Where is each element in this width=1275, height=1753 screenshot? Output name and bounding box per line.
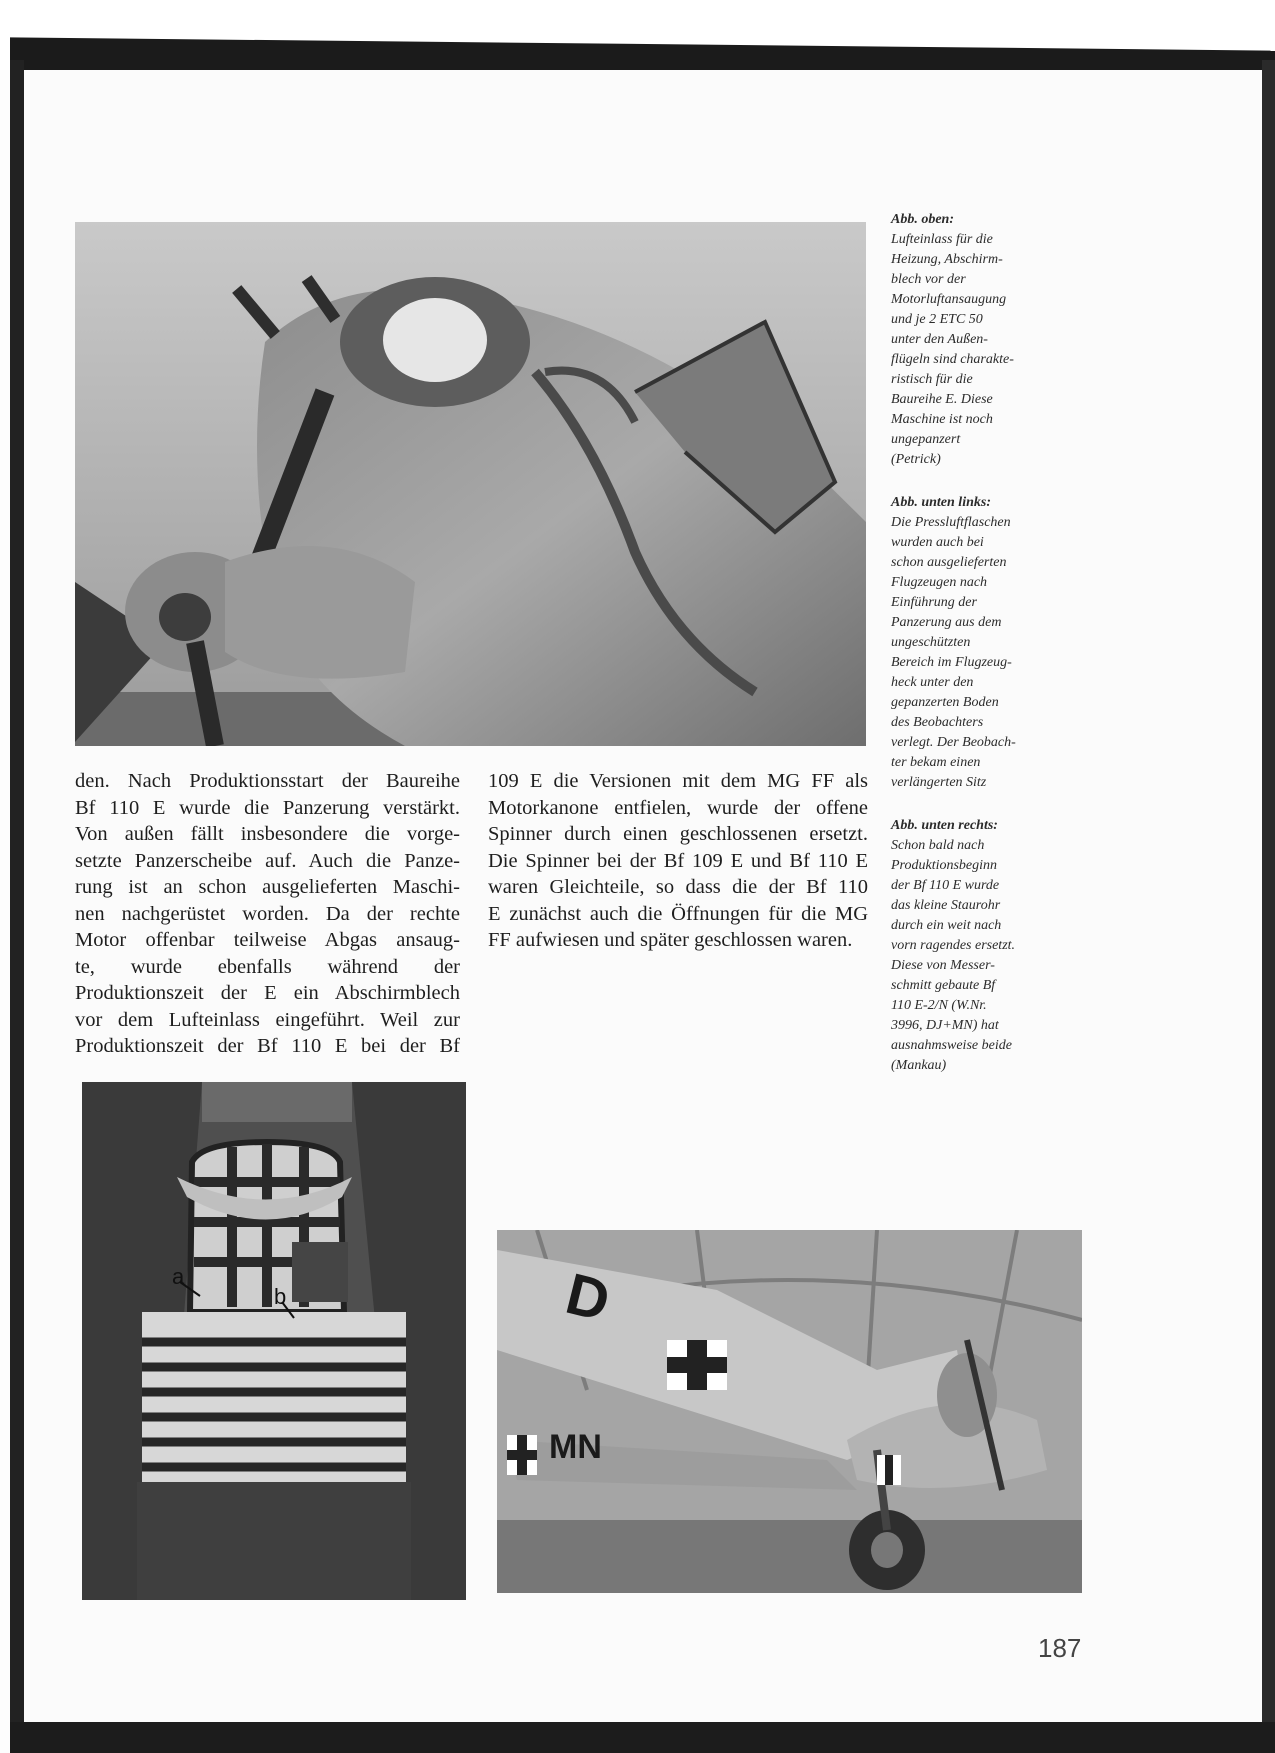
text-line: waren Gleichteile, so dass die der Bf 110 (488, 876, 868, 898)
caption-top (891, 210, 1071, 470)
text-line: rung ist an schon ausgelieferten Maschi- (75, 876, 460, 898)
text-line: Von außen fällt insbesondere die vorge- (75, 823, 460, 845)
scan-right-edge (1262, 60, 1275, 1753)
text-line: Motorkanone entfielen, wurde der offene (488, 796, 868, 819)
text-line: Die Spinner bei der Bf 109 E und Bf 110 E (488, 849, 868, 872)
scan-left-edge (10, 60, 24, 1753)
text-line: Bf 110 E wurde die Panzerung verstärkt. (75, 796, 460, 819)
text-line: te, wurde ebenfalls während der (75, 955, 460, 978)
caption-bottom-right (891, 816, 1071, 1076)
photo-observer-seat (82, 1082, 466, 1600)
caption-heading: Abb. oben: (891, 212, 954, 227)
text-column-left (75, 768, 460, 1060)
caption-heading: Abb. unten rechts: (891, 818, 998, 833)
text-line: setzte Panzerscheibe auf. Auch die Panze- (75, 849, 460, 872)
text-line: vor dem Lufteinlass eingeführt. Weil zur (75, 1008, 460, 1031)
caption-text: Schon bald nach Produktionsbeginn der Bf 110 E wurde das kleine Staurohr durch ein weit nach vorn ragendes ersetzt. Diese von Messer- schmitt gebaute Bf 110 E-2/N (W.Nr. 3996, DJ+MN) hat ausnahmsweise beide (Mankau) (891, 838, 1016, 1073)
photo-aircraft-hangar (497, 1230, 1082, 1593)
figure-label-a: a (172, 1264, 185, 1289)
text-line: Produktionszeit der Bf 110 E bei der Bf (75, 1035, 460, 1057)
text-line: Produktionszeit der E ein Abschirmblech (75, 982, 460, 1004)
text-column-right (488, 768, 868, 954)
caption-text: Die Pressluftflaschen wurden auch bei schon ausgelieferten Flugzeugen nach Einführung der Panzerung aus dem ungeschützten Bereich im Flugzeug- heck unter den gepanzerten Boden des Beobachters verlegt. Der Beobach- ter bekam einen verlängerten Sitz (891, 515, 1016, 790)
caption-text: Lufteinlass für die Heizung, Abschirm- blech vor der Motorluftansaugung und je 2 ETC 50 unter den Außen- flügeln sind charakte- ristisch für die Baureihe E. Diese Maschine ist noch ungepanzert (Petrick) (891, 232, 1014, 467)
caption-heading: Abb. unten links: (891, 495, 991, 510)
aircraft-code-letter: D (559, 1260, 617, 1335)
text-line: FF aufwiesen und später geschlossen waren. (488, 929, 853, 951)
aircraft-fuselage-code: MN (549, 1428, 602, 1466)
page-number: 187 (1038, 1633, 1082, 1663)
figure-label-b: b (274, 1284, 287, 1309)
text-line: nen nachgerüstet worden. Da der rechte (75, 902, 460, 925)
text-line: den. Nach Produktionsstart der Baureihe (75, 770, 460, 792)
scan-bottom-edge (10, 1722, 1275, 1753)
photo-top-aircraft-nose (75, 222, 866, 746)
text-line: Motor offenbar teilweise Abgas ansaug- (75, 929, 460, 951)
text-line: Spinner durch einen geschlossenen ersetzt. (488, 823, 868, 845)
caption-sidebar (891, 210, 1071, 1099)
text-line: 109 E die Versionen mit dem MG FF als (488, 770, 868, 792)
caption-bottom-left (891, 493, 1071, 793)
text-line: E zunächst auch die Öffnungen für die MG (488, 902, 868, 925)
